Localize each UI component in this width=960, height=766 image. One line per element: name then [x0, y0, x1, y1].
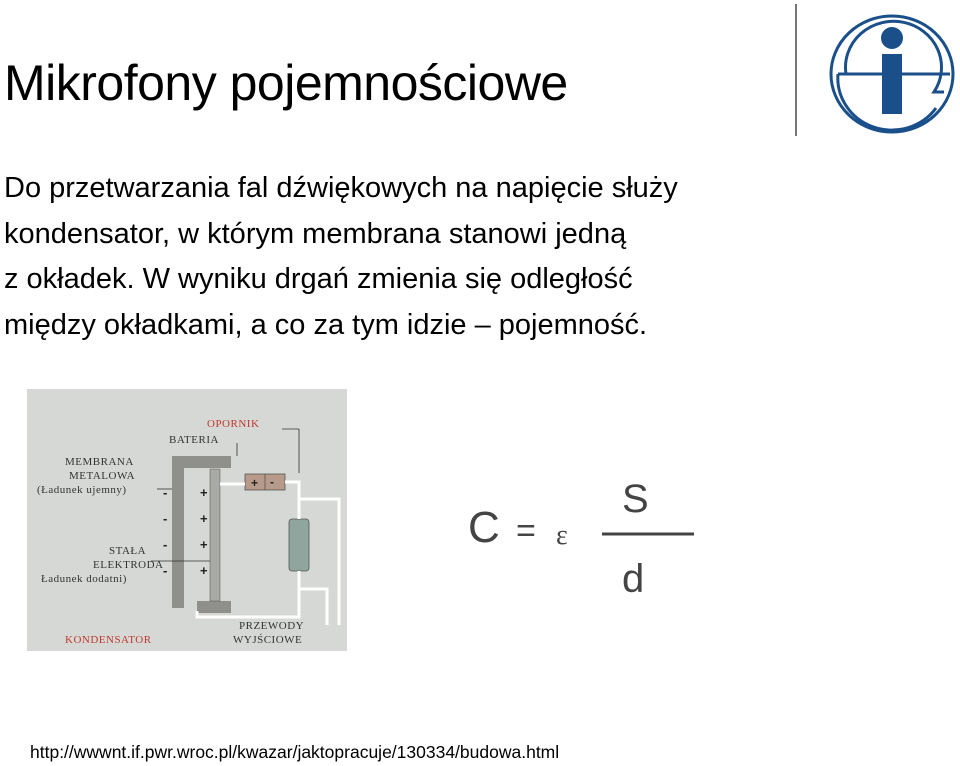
minus-sign: - — [163, 485, 168, 500]
label-wyjsciowe: WYJŚCIOWE — [233, 634, 303, 646]
minus-sign: - — [163, 511, 168, 526]
paragraph-line: między okładkami, a co za tym idzie – pojemność. — [4, 308, 648, 341]
label-opornik: OPORNIK — [207, 418, 260, 430]
battery-minus: - — [270, 475, 274, 489]
source-url: http://wwwnt.if.pwr.wroc.pl/kwazar/jaktopracuje/130334/budowa.html — [30, 742, 560, 762]
capacitance-formula — [432, 470, 722, 620]
formula-numerator: S — [622, 477, 649, 521]
header-divider — [795, 4, 797, 136]
label-stala: STAŁA — [109, 545, 147, 557]
formula-denominator: d — [622, 557, 645, 601]
microphone-diagram — [27, 389, 347, 651]
formula-epsilon: ε — [556, 520, 568, 551]
formula-equals: = — [516, 512, 536, 550]
plus-sign: + — [200, 537, 208, 552]
paragraph-line: Do przetwarzania fal dźwiękowych na napięcie służy — [4, 172, 678, 204]
label-membrana: MEMBRANA — [65, 456, 134, 468]
paragraph-line: kondensator, w którym membrana stanowi jedną — [4, 217, 627, 250]
label-bateria: BATERIA — [169, 434, 219, 446]
battery-plus: + — [251, 476, 259, 490]
label-metalowa: METALOWA — [69, 470, 136, 482]
label-ladunek-dodatni: Ładunek dodatni) — [41, 573, 127, 585]
minus-sign: - — [163, 537, 168, 552]
label-przewody: PRZEWODY — [239, 620, 305, 632]
plus-sign: + — [200, 511, 208, 526]
label-ladunek-ujemny: (Ładunek ujemny) — [37, 484, 127, 496]
description-paragraph — [4, 166, 904, 348]
label-elektroda: ELEKTRODA — [93, 559, 164, 571]
plus-sign: + — [200, 563, 208, 578]
minus-sign: - — [163, 563, 168, 578]
formula-c: C — [468, 503, 500, 552]
page-title: Mikrofony pojemnościowe — [4, 55, 568, 111]
ie-logo — [826, 8, 958, 138]
label-kondensator: KONDENSATOR — [65, 634, 152, 646]
plus-sign: + — [200, 485, 208, 500]
paragraph-line: z okładek. W wyniku drgań zmienia się odległość — [4, 263, 633, 295]
